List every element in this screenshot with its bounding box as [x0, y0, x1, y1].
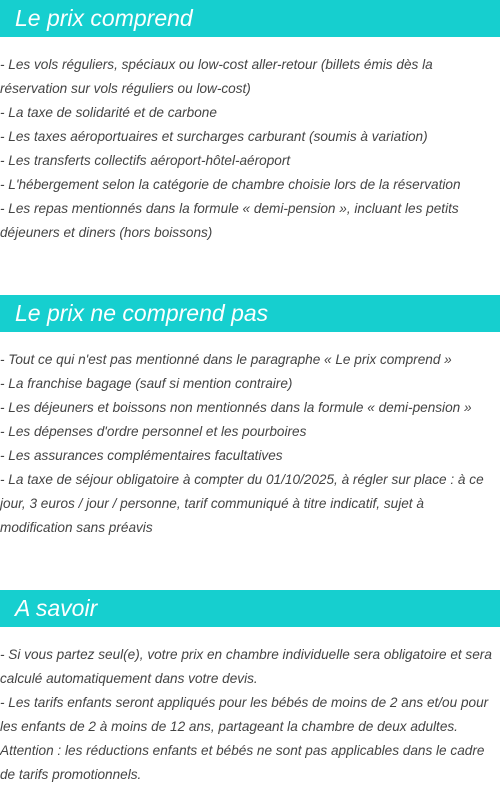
list-item: [0, 348, 500, 372]
list-item-text: - La franchise bagage (sauf si mention contraire): [0, 376, 293, 391]
list-item-text: - Les vols réguliers, spéciaux ou low-cost aller-retour (billets émis dès la réservation sur vols réguliers ou low-cost): [0, 57, 433, 96]
list-item: [0, 396, 500, 420]
list-item: [0, 691, 500, 739]
list-item-text: - Les taxes aéroportuaires et surcharges carburant (soumis à variation): [0, 129, 428, 144]
list-item: [0, 444, 500, 468]
list-item: [0, 125, 500, 149]
list-item-text: - La taxe de solidarité et de carbone: [0, 105, 217, 120]
section-good-to-know: [0, 590, 500, 787]
list-item: [0, 372, 500, 396]
list-item-text: - Tout ce qui n'est pas mentionné dans le paragraphe « Le prix comprend »: [0, 352, 452, 367]
list-item: [0, 420, 500, 444]
item-list: [0, 53, 500, 245]
item-list: [0, 643, 500, 787]
list-item: [0, 173, 500, 197]
list-item-text: - La taxe de séjour obligatoire à compter du 01/10/2025, à régler sur place : à ce jour, 3 euros / jour / personne, tarif communiqué à titre indicatif, sujet à modification sans préavis: [0, 472, 484, 535]
list-item-text: - Les déjeuners et boissons non mentionnés dans la formule « demi-pension »: [0, 400, 472, 415]
list-item-text: - Les repas mentionnés dans la formule « demi-pension », incluant les petits déjeuners et diners (hors boissons): [0, 201, 459, 240]
section-title: Le prix ne comprend pas: [0, 295, 500, 332]
section-price-includes: [0, 0, 500, 245]
list-item-text: - Si vous partez seul(e), votre prix en chambre individuelle sera obligatoire et sera calculé automatiquement dans votre devis.: [0, 647, 492, 686]
list-item-text: - Les transferts collectifs aéroport-hôtel-aéroport: [0, 153, 291, 168]
section-title: Le prix comprend: [0, 0, 500, 37]
list-item-text: - Les tarifs enfants seront appliqués pour les bébés de moins de 2 ans et/ou pour les enfants de 2 à moins de 12 ans, partageant la chambre de deux adultes.: [0, 695, 489, 734]
list-item-text: - L'hébergement selon la catégorie de chambre choisie lors de la réservation: [0, 177, 461, 192]
section-title: A savoir: [0, 590, 500, 627]
list-item: [0, 468, 500, 540]
list-item: [0, 149, 500, 173]
list-item-text: Attention : les réductions enfants et bébés ne sont pas applicables dans le cadre de tarifs promotionnels.: [0, 743, 485, 782]
item-list: [0, 348, 500, 540]
list-item-text: - Les assurances complémentaires facultatives: [0, 448, 283, 463]
list-item: [0, 643, 500, 691]
list-item: [0, 739, 500, 787]
section-price-excludes: [0, 295, 500, 540]
list-item-text: - Les dépenses d'ordre personnel et les pourboires: [0, 424, 307, 439]
list-item: [0, 53, 500, 101]
list-item: [0, 197, 500, 245]
list-item: [0, 101, 500, 125]
